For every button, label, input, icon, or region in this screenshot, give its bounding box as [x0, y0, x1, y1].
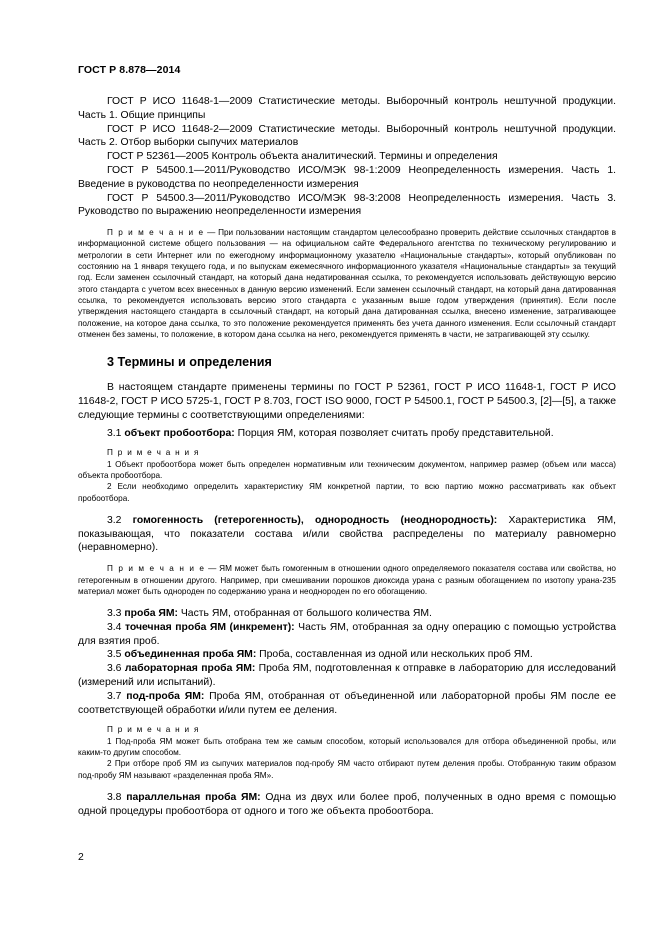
term-3-6	[78, 662, 616, 690]
term-number: 3.1	[107, 427, 125, 439]
term-name: объект пробоотбора:	[124, 427, 235, 439]
note-text: — При пользовании настоящим стандартом целесообразно проверить действие ссылочных стандартов в информационной системе общего пользования — на официальном сайте Федерального агентства по техническому регулированию и метрологии в сети Интернет или по ежегодному информационному указателю «Национальные стандарты», который опубликован по состоянию на 1 января текущего года, и по выпускам ежемесячного информационного указателя «Национальные стандарты» за текущий год. Если заменен ссылочный стандарт, на который дана недатированная ссылка, то рекомендуется использовать действующую версию этого стандарта с учетом всех внесенных в данную версию изменений. Если заменен ссылочный стандарт, на который дана датированная ссылка, то рекомендуется использовать версию этого стандарта с указанным выше годом утверждения (принятия). Если после утверждения настоящего стандарта в ссылочный стандарт, на который дана датированная ссылка, внесено изменение, затрагивающее положение, на которое дана ссылка, то это положение рекомендуется применять без учета данного изменения. Если ссылочный стандарт отменен без замены, то положение, в котором дана ссылка на него, рекомендуется применять в части, не затрагивающей эту ссылку.	[78, 228, 616, 339]
note-text: — ЯМ может быть гомогенным в отношении одного определяемого показателя состава или свойства, но гетерогенным в отношении другого. Например, при смешивании порошков диоксида урана с разным обогащением по изотопу урана-235 материал может быть однороден по содержанию урана и неоднороден по его обогащению.	[78, 564, 616, 596]
term-number: 3.3	[107, 608, 125, 620]
term-3-3	[78, 607, 616, 621]
term-definition: Часть ЯМ, отобранная от большого количества ЯМ.	[177, 608, 432, 620]
page-number: 2	[78, 852, 84, 863]
term-number: 3.4	[107, 621, 125, 633]
term-number: 3.8	[107, 791, 127, 803]
note-label: П р и м е ч а н и е	[107, 228, 205, 238]
page-content	[78, 95, 616, 819]
note-item: 2 Если необходимо определить характеристику ЯМ конкретной партии, то всю партию можно рассматривать как объект пробоотбора.	[78, 482, 616, 503]
reference-item: ГОСТ Р ИСО 11648-1—2009 Статистические методы. Выборочный контроль нештучной продукции. Часть 1. Общие принципы	[78, 96, 616, 121]
term-definition: Проба ЯМ, отобранная от объединенной или лабораторной пробы ЯМ после ее соответствующей обработки и/или путем ее деления.	[78, 690, 617, 716]
reference-item: ГОСТ Р 54500.3—2011/Руководство ИСО/МЭК 98-3:2008 Неопределенность измерения. Часть 3. Руководство по выражению неопределенности измерения	[78, 192, 616, 218]
term-3-7	[78, 690, 616, 718]
term-number: 3.7	[107, 690, 127, 702]
note-label: П р и м е ч а н и е	[107, 564, 206, 574]
term-3-2	[78, 514, 616, 555]
note-item: 1 Под-проба ЯМ может быть отобрана тем же самым способом, который использовался для отбора объединенной пробы, или каким-то другим способом.	[78, 736, 616, 758]
term-3-8	[78, 791, 616, 819]
term-3-5	[78, 648, 616, 662]
term-name: под-проба ЯМ:	[126, 690, 205, 702]
term-number: 3.2	[107, 514, 133, 526]
reference-item: ГОСТ Р 54500.1—2011/Руководство ИСО/МЭК 98-1:2009 Неопределенность измерения. Часть 1. Введение в руководства по неопределенности измерения	[78, 164, 616, 190]
term-3-4	[78, 621, 616, 649]
reference-item: ГОСТ Р 52361—2005 Контроль объекта аналитический. Термины и определения	[107, 151, 498, 163]
note-item: 2 При отборе проб ЯМ из сыпучих материалов под-пробу ЯМ часто отбирают путем деления пробы. Отобранную таким образом под-пробу ЯМ называют «разделенная проба ЯМ».	[78, 759, 616, 780]
term-number: 3.5	[107, 649, 125, 661]
term-definition: Одна из двух или более проб, полученных в одно время с помощью одной процедуры пробоотбора от одного и того же объекта пробоотбора.	[78, 791, 616, 817]
term-name: гомогенность (гетерогенность), однородность (неоднородность):	[132, 514, 498, 526]
term-name: параллельная проба ЯМ:	[126, 791, 261, 803]
section-intro: В настоящем стандарте применены термины по ГОСТ Р 52361, ГОСТ Р ИСО 11648-1, ГОСТ Р ИСО 11648-2, ГОСТ Р ИСО 5725-1, ГОСТ Р 8.703, ГОСТ ISO 9000, ГОСТ Р 54500.1, ГОСТ Р 54500.3, [2]—[5], а также следующие термины с соответствующими определениями:	[78, 382, 616, 421]
notes-heading: П р и м е ч а н и я	[107, 448, 200, 458]
note-item: 1 Объект пробоотбора может быть определен нормативным или техническим документом, например размер (объем или масса) объекта пробоотбора.	[78, 459, 616, 480]
term-name: проба ЯМ:	[124, 608, 178, 620]
reference-note	[78, 227, 616, 340]
term-definition: Проба, составленная из одной или нескольких проб ЯМ.	[256, 649, 533, 661]
reference-item: ГОСТ Р ИСО 11648-2—2009 Статистические методы. Выборочный контроль нештучной продукции. Часть 2. Отбор выборки сыпучих материалов	[78, 123, 616, 149]
document-header: ГОСТ Р 8.878—2014	[78, 64, 181, 76]
term-name: точечная проба ЯМ (инкремент):	[124, 621, 295, 633]
term-definition: Порция ЯМ, которая позволяет считать пробу представительной.	[234, 427, 554, 439]
term-number: 3.6	[107, 663, 125, 675]
term-name: объединенная проба ЯМ:	[124, 649, 257, 661]
term-note	[78, 563, 616, 597]
term-definition: Характеристика ЯМ, показывающая, что показатели состава и/или свойства распределены по материалу равномерно (неравномерно).	[78, 514, 616, 554]
section-title: 3 Термины и определения	[107, 355, 272, 370]
term-definition: Проба ЯМ, подготовленная к отправке в лабораторию для исследований (измерений или испытаний).	[78, 663, 616, 689]
term-name: лабораторная проба ЯМ:	[124, 663, 256, 675]
notes-heading: П р и м е ч а н и я	[107, 725, 200, 735]
term-definition: Часть ЯМ, отобранная за одну операцию с помощью устройства для взятия проб.	[78, 621, 616, 647]
term-3-1	[78, 427, 616, 441]
